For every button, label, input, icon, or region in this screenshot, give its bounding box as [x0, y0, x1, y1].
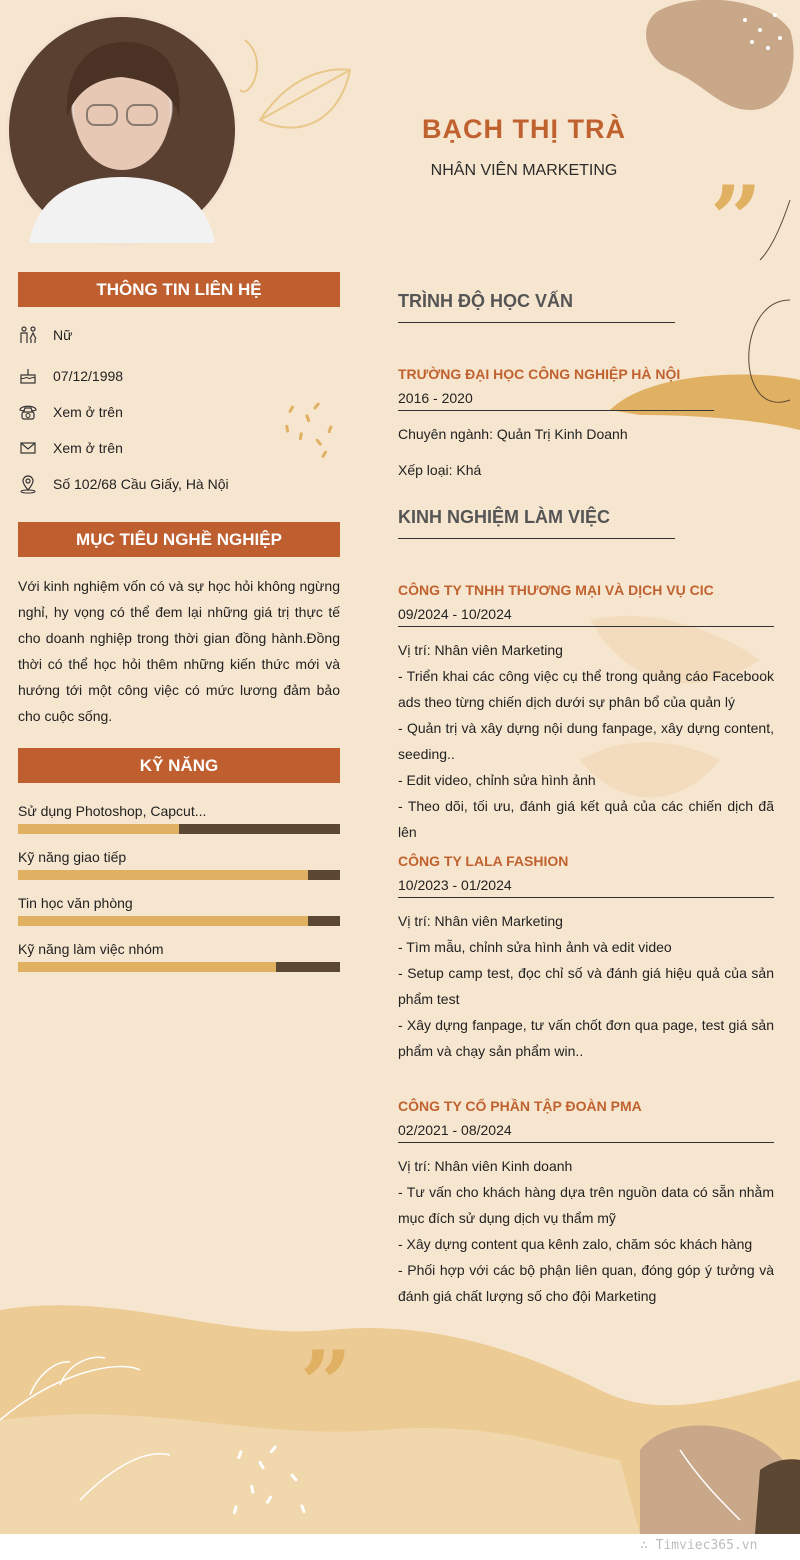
phone-icon [18, 402, 38, 422]
job-details [398, 637, 774, 845]
skill-bar-fill [18, 962, 276, 972]
job-detail-line: - Theo dõi, tối ưu, đánh giá kết quả của các chiến dịch đã lên [398, 798, 774, 840]
birthday-value: 07/12/1998 [53, 368, 124, 384]
skill-label: Sử dụng Photoshop, Capcut... [18, 803, 207, 819]
education-period-divider [398, 410, 714, 411]
email-value: Xem ở trên [53, 440, 123, 456]
quote-mark-bottom: ” [300, 1331, 352, 1437]
skill-bar-fill [18, 916, 308, 926]
job-detail-line: - Xây dựng content qua kênh zalo, chăm sóc khách hàng [398, 1236, 753, 1252]
address-value: Số 102/68 Cầu Giấy, Hà Nội [53, 476, 229, 492]
job-detail-line: - Tìm mẫu, chỉnh sửa hình ảnh và edit video [398, 939, 672, 955]
experience-heading: KINH NGHIỆM LÀM VIỆC [398, 507, 611, 527]
site-watermark[interactable]: ∴ Timviec365.vn [640, 1538, 758, 1553]
education-divider [398, 322, 675, 323]
job-detail-line: Vị trí: Nhân viên Marketing [398, 913, 563, 929]
contact-address [18, 472, 229, 496]
experience-divider [398, 538, 675, 539]
location-pin-icon [18, 474, 38, 494]
profile-photo [6, 14, 238, 246]
contact-birthday [18, 364, 123, 388]
skill-label: Kỹ năng làm việc nhóm [18, 941, 164, 957]
job-detail-line: - Quản trị và xây dựng nội dung fanpage, xây dựng content, seeding.. [398, 720, 774, 762]
education-period: 2016 - 2020 [398, 390, 473, 406]
job-period: 02/2021 - 08/2024 [398, 1122, 512, 1138]
person-silhouette-icon [9, 17, 235, 243]
skill-label: Tin học văn phòng [18, 895, 133, 911]
company-name: CÔNG TY LALA FASHION [398, 853, 569, 869]
job-detail-line: - Xây dựng fanpage, tư vấn chốt đơn qua page, test giá sản phẩm và chạy sản phẩm win.. [398, 1017, 774, 1059]
education-heading: TRÌNH ĐỘ HỌC VẤN [398, 291, 573, 311]
phone-value: Xem ở trên [53, 404, 123, 420]
job-details [398, 908, 774, 1064]
skill-bar-fill [18, 824, 179, 834]
objective-heading: MỤC TIÊU NGHỀ NGHIỆP [18, 522, 340, 557]
right-swoosh [610, 374, 800, 430]
job-period-divider [398, 626, 774, 627]
dot-cluster [285, 402, 333, 458]
job-period: 10/2023 - 01/2024 [398, 877, 512, 893]
company-name: CÔNG TY TNHH THƯƠNG MẠI VÀ DỊCH VỤ CIC [398, 582, 714, 598]
job-detail-line: - Phối hợp với các bộ phận liên quan, đóng góp ý tưởng và đánh giá chất lượng số cho đội Marketing [398, 1262, 774, 1304]
education-major: Chuyên ngành: Quản Trị Kinh Doanh [398, 426, 628, 442]
job-detail-line: - Setup camp test, đọc chỉ số và đánh giá hiệu quả của sản phẩm test [398, 965, 774, 1007]
job-detail-line: Vị trí: Nhân viên Marketing [398, 642, 563, 658]
job-details [398, 1153, 774, 1309]
school-name: TRƯỜNG ĐẠI HỌC CÔNG NGHIỆP HÀ NỘI [398, 366, 681, 382]
cake-icon [18, 366, 38, 386]
contact-phone [18, 400, 123, 424]
education-grade: Xếp loại: Khá [398, 462, 482, 478]
job-period-divider [398, 897, 774, 898]
skill-bar [18, 916, 340, 926]
job-period-divider [398, 1142, 774, 1143]
skill-bar [18, 824, 340, 834]
company-name: CÔNG TY CỔ PHẦN TẬP ĐOÀN PMA [398, 1098, 642, 1114]
job-detail-line: - Triển khai các công việc cụ thể trong quảng cáo Facebook ads theo từng chiến dịch dưới sự phân bổ của quản lý [398, 668, 774, 710]
skill-bar [18, 870, 340, 880]
contact-gender [18, 323, 72, 347]
job-period: 09/2024 - 10/2024 [398, 606, 512, 622]
job-detail-line: Vị trí: Nhân viên Kinh doanh [398, 1158, 573, 1174]
candidate-name: BẠCH THỊ TRÀ [422, 114, 626, 144]
top-right-blob [646, 0, 794, 110]
skills-heading: KỸ NĂNG [18, 748, 340, 783]
mail-icon [18, 438, 38, 458]
quote-mark-top: ” [710, 166, 762, 272]
gender-icon [18, 325, 38, 345]
job-title: NHÂN VIÊN MARKETING [430, 162, 618, 179]
contact-heading: THÔNG TIN LIÊN HỆ [18, 272, 340, 307]
skill-label: Kỹ năng giao tiếp [18, 849, 127, 865]
objective-text: Với kinh nghiệm vốn có và sự học hỏi không ngừng nghỉ, hy vọng có thể đem lại những giá trị thực tế cho doanh nghiệp trong thời gian đồng hành.Đồng thời có thể học hỏi thêm những kiến thức mới và hướng tới một công việc có mức lương đảm bảo cho cuộc sống. [18, 578, 340, 724]
job-detail-line: - Tư vấn cho khách hàng dựa trên nguồn data có sẵn nhằm mục đích sử dụng dịch vụ thẩm mỹ [398, 1184, 774, 1226]
job-detail-line: - Edit video, chỉnh sửa hình ảnh [398, 772, 596, 788]
skill-bar-fill [18, 870, 308, 880]
skill-bar [18, 962, 340, 972]
gender-value: Nữ [53, 327, 73, 343]
contact-email [18, 436, 123, 460]
